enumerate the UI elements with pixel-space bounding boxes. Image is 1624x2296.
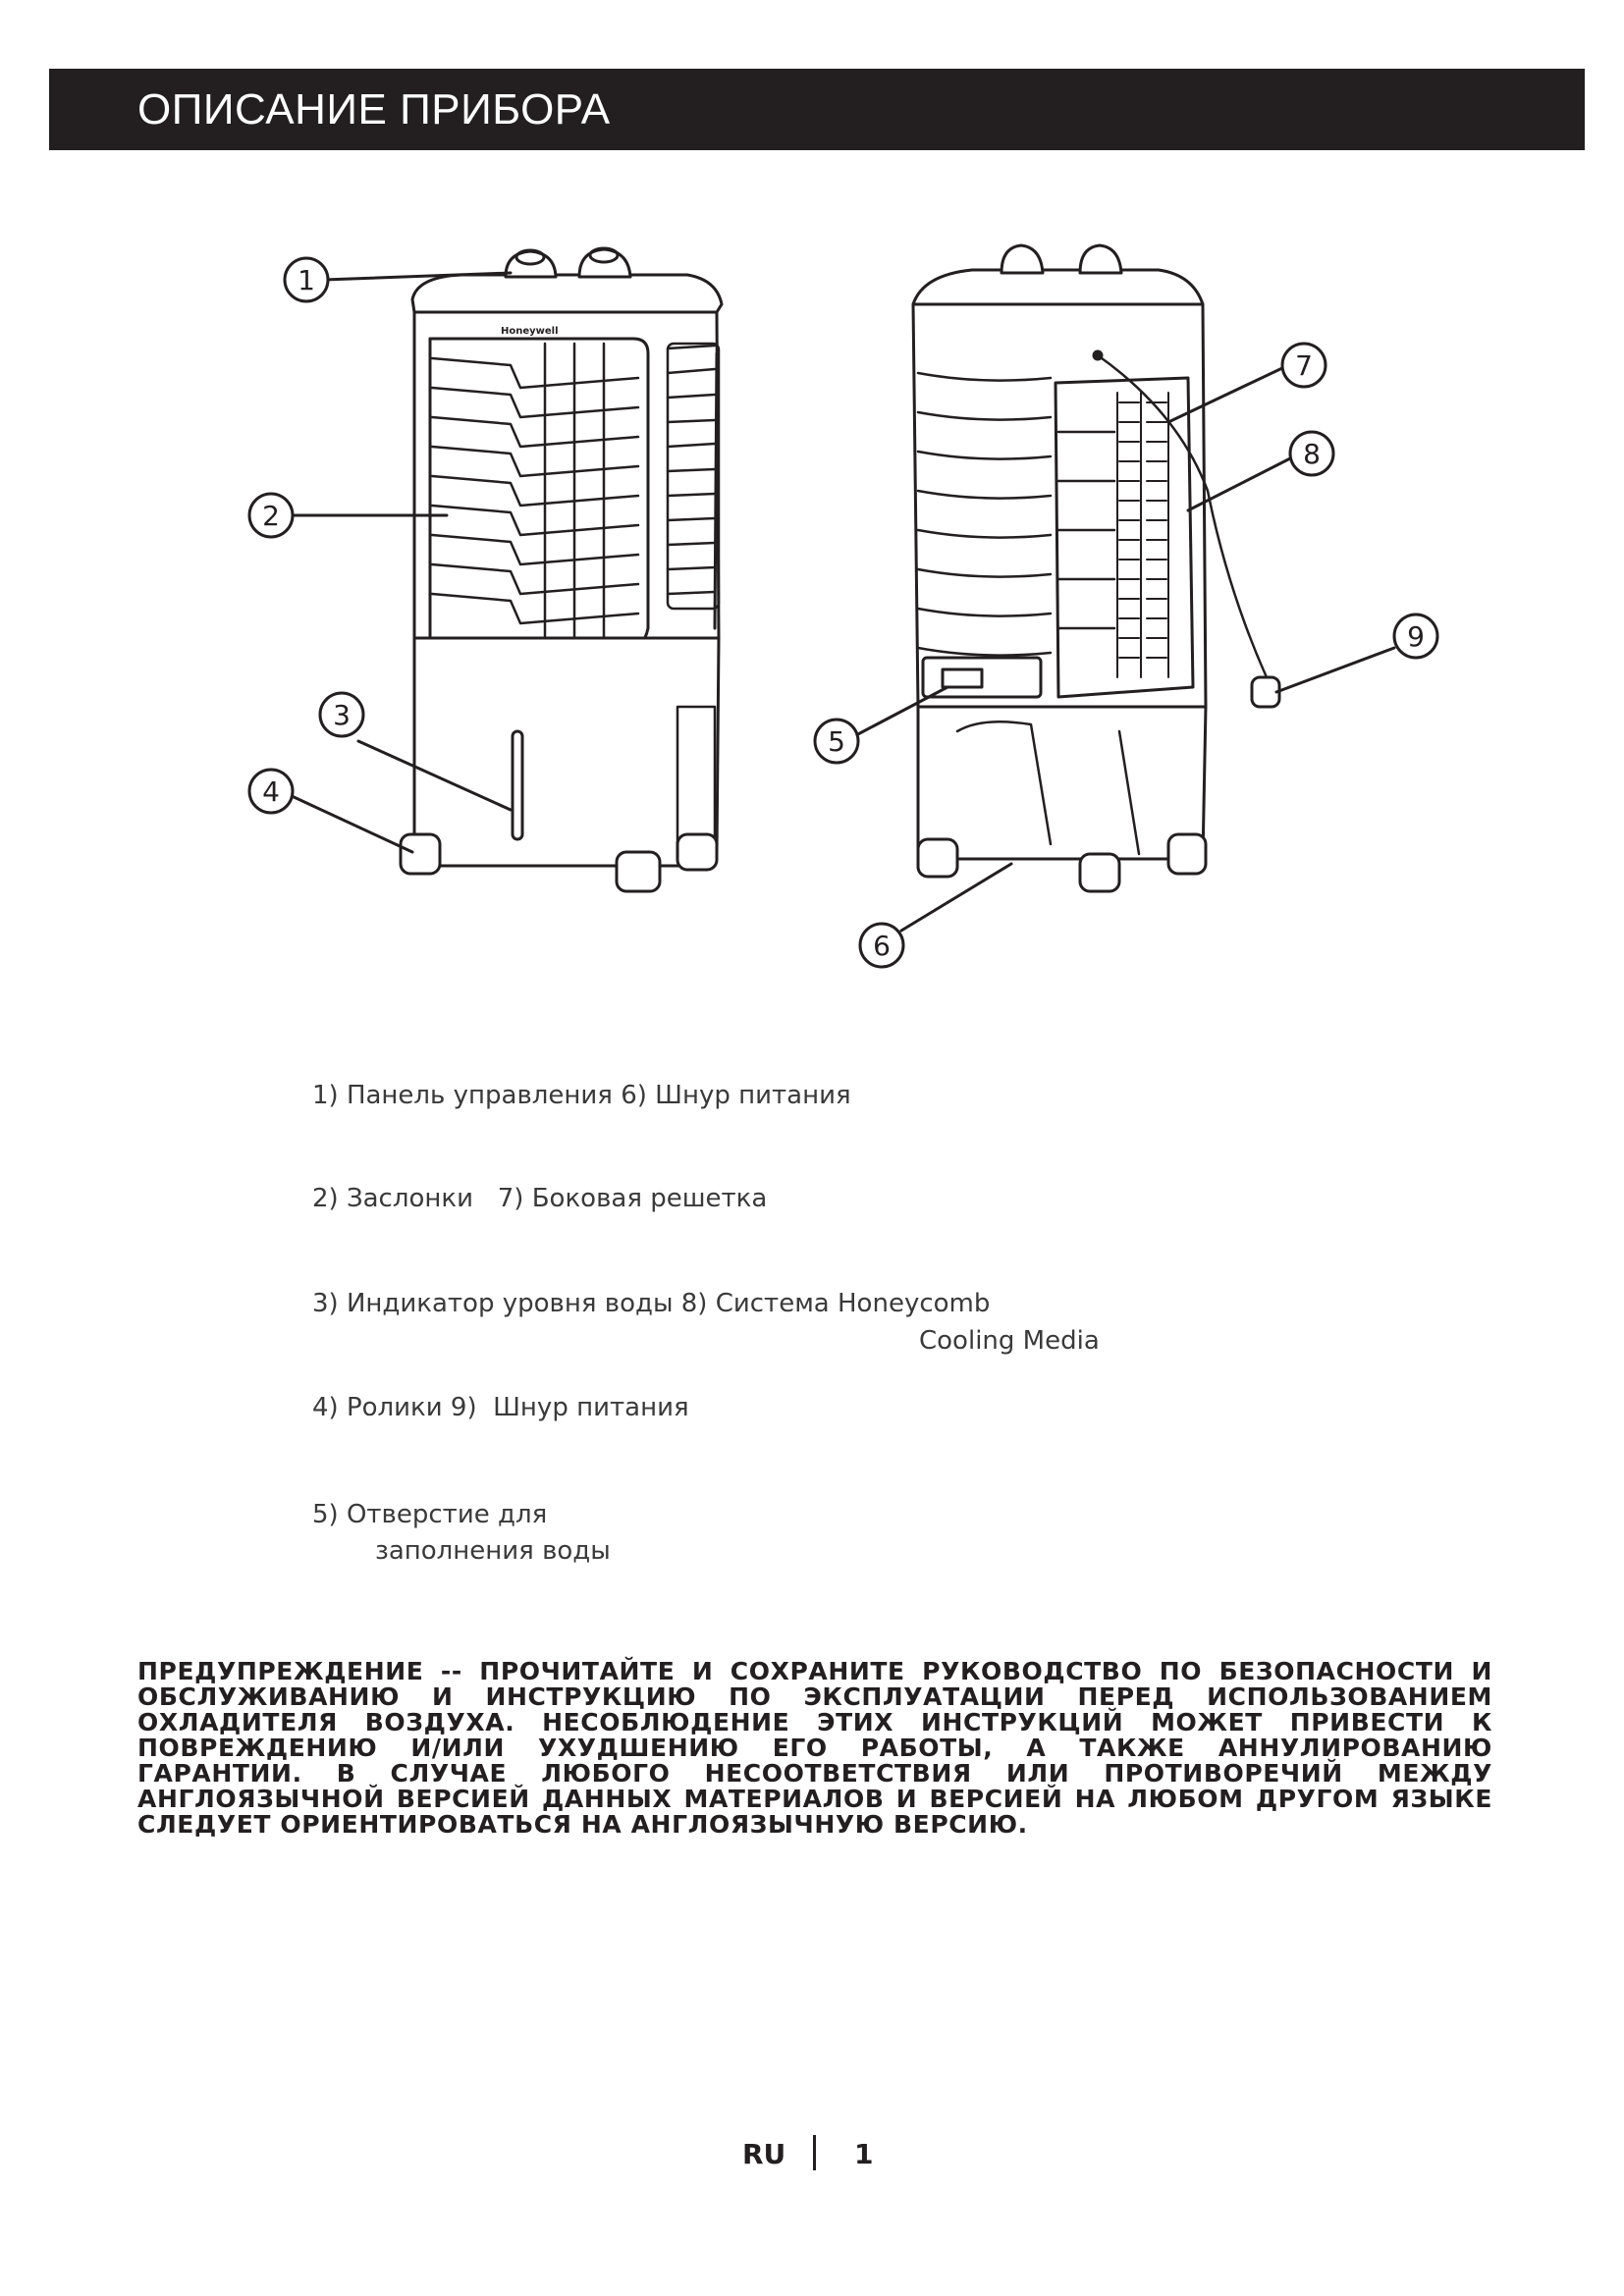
svg-text:8: 8 xyxy=(1303,438,1321,470)
back-view-cooler xyxy=(913,245,1279,891)
language-code: RU xyxy=(742,2138,786,2170)
legend-line-5: 5) Отверстие для xyxy=(312,1500,548,1529)
legend-line-4: 4) Ролики 9) Шнур питания xyxy=(312,1393,689,1422)
svg-text:7: 7 xyxy=(1295,349,1313,382)
legend-line-1: 1) Панель управления 6) Шнур питания xyxy=(312,1081,851,1110)
svg-text:4: 4 xyxy=(262,775,280,808)
warning-text: ПРЕДУПРЕЖДЕНИЕ -- ПРОЧИТАЙТЕ И СОХРАНИТЕ РУКОВОДСТВО ПО БЕЗОПАСНОСТИ И ОБСЛУЖИВАНИЮ И ИНСТРУКЦИЮ ПО ЭКСПЛУАТАЦИИ ПЕРЕД ИСПОЛЬЗОВАНИЕМ ОХЛАДИТЕЛЯ ВОЗДУХА. НЕСОБЛЮДЕНИЕ ЭТИХ ИНСТРУКЦИЙ МОЖЕТ ПРИВЕСТИ К ПОВРЕЖДЕНИЮ И/ИЛИ УХУДШЕНИЮ ЕГО РАБОТЫ, А ТАКЖЕ АННУЛИРОВАНИЮ ГАРАНТИИ. В СЛУЧАЕ ЛЮБОГО НЕСООТВЕТСТВИЯ ИЛИ ПРОТИВОРЕЧИЙ МЕЖДУ АНГЛОЯЗЫЧНОЙ ВЕРСИЕЙ ДАННЫХ МАТЕРИАЛОВ И ВЕРСИЕЙ НА ЛЮБОМ ДРУГОМ ЯЗЫКЕ СЛЕДУЕТ ОРИЕНТИРОВАТЬСЯ НА АНГЛОЯЗЫЧНУЮ ВЕРСИЮ. xyxy=(137,1657,1492,1839)
callout-1 xyxy=(285,258,328,301)
page-footer xyxy=(0,2135,1624,2174)
svg-text:5: 5 xyxy=(828,725,845,758)
callout-4 xyxy=(249,770,293,813)
callout-8 xyxy=(1290,432,1333,475)
front-view-cooler xyxy=(401,248,722,891)
legend-line-3: 3) Индикатор уровня воды 8) Система Honeycomb xyxy=(312,1289,991,1318)
page-number: 1 xyxy=(854,2138,874,2170)
legend-line-5-continued: заполнения воды xyxy=(375,1536,611,1566)
svg-text:2: 2 xyxy=(262,500,280,532)
page-title: ОПИСАНИЕ ПРИБОРА xyxy=(137,85,611,133)
legend-line-2: 2) Заслонки 7) Боковая решетка xyxy=(312,1184,768,1213)
svg-text:9: 9 xyxy=(1407,620,1425,653)
legend-line-3-continued: Cooling Media xyxy=(919,1326,1100,1356)
svg-text:3: 3 xyxy=(333,699,351,731)
callout-7 xyxy=(1282,344,1326,387)
footer-divider xyxy=(813,2135,816,2170)
product-diagram xyxy=(0,0,1624,1005)
callout-2 xyxy=(249,494,293,537)
svg-text:1: 1 xyxy=(298,264,315,296)
callout-6 xyxy=(860,924,903,967)
callout-5 xyxy=(815,720,858,763)
brand-logo-front: Honeywell xyxy=(501,326,559,337)
callout-3 xyxy=(320,693,363,736)
svg-text:6: 6 xyxy=(873,930,891,962)
callout-9 xyxy=(1394,614,1437,658)
